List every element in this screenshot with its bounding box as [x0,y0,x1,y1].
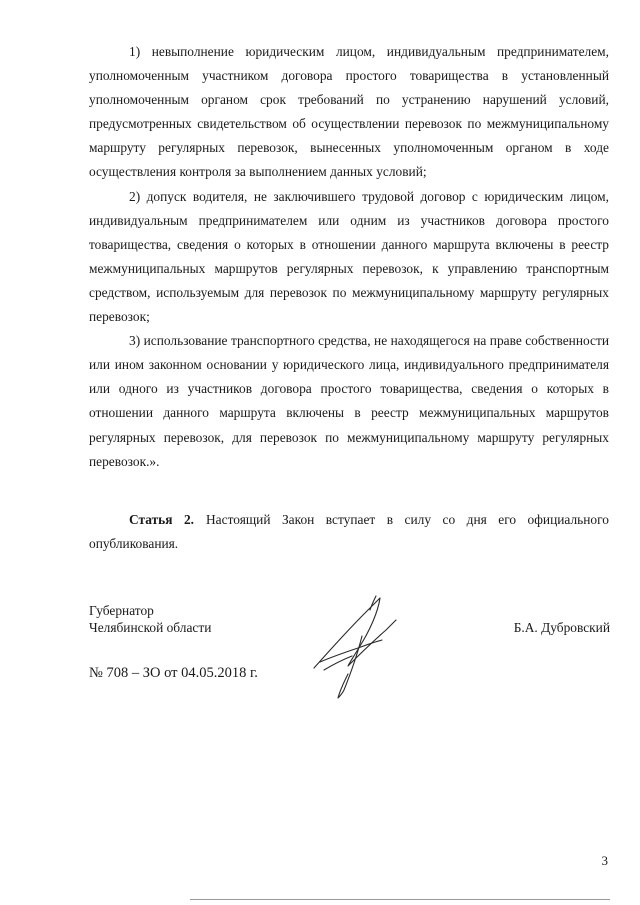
signatory-name: Б.А. Дубровский [513,620,610,635]
article-2 [89,508,609,556]
paragraph-item-3: 3) использование транспортного средства, не находящегося на праве собственности или ином законном основании у юридического лица, индивидуального предпринимателя или одного из участников договора простого товарищества, сведения о которых в отношении данного маршрута включены в реестр межмуниципальных маршрутов регулярных перевозок, для перевозок по межмуниципальному маршруту регулярных перевозок.». [89,333,609,469]
article-label: Статья 2. [129,512,195,527]
law-number: № 708 – ЗО от 04.05.2018 г. [89,665,258,681]
signatory-title [89,602,211,636]
paragraph-item-2: 2) допуск водителя, не заключившего трудовой договор с юридическим лицом, индивидуальным предпринимателем или одним из участников договора простого товарищества, сведения о которых в отношении данного маршрута включены в реестр межмуниципальных маршрутов регулярных перевозок, к управлению транспортным средством, используемым для перевозок по межмуниципальному маршруту регулярных перевозок; [89,188,609,325]
handwritten-signature [300,590,410,700]
signatory-title-line-1: Губернатор [89,603,154,618]
footer-divider [190,899,610,900]
page-number: 3 [601,853,608,868]
article-text: Настоящий Закон вступает в силу со дня его официального опубликования. [89,512,609,552]
document-body [89,40,609,474]
signatory-title-line-2: Челябинской области [89,620,212,635]
paragraph-item-1: 1) невыполнение юридическим лицом, индивидуальным предпринимателем, уполномоченным участником договора простого товарищества в установленный уполномоченным органом срок требований по устранению нарушений условий, предусмотренных свидетельством об осуществлении перевозок по межмуниципальному маршруту регулярных перевозок, вынесенных уполномоченным органом в ходе осуществления контроля за выполнением данных условий; [89,44,609,180]
